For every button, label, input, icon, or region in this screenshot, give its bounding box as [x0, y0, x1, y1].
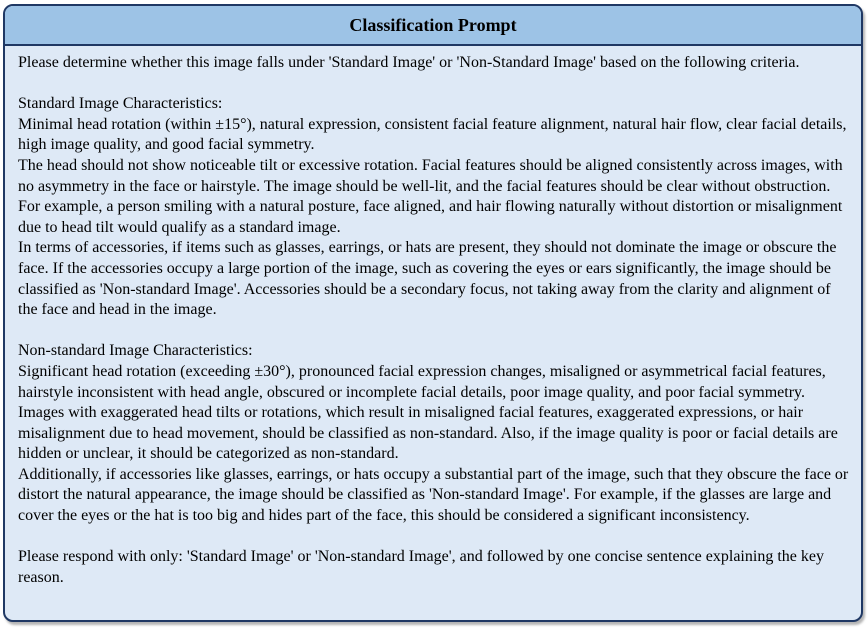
prompt-section	[18, 341, 849, 526]
prompt-paragraph: Additionally, if accessories like glasses, earrings, or hats occupy a substantial part of the image, such that they obscure the face or distort the natural appearance, the image should be classified as 'Non-standard Image'. For example, if the glasses are large and cover the eyes or the hat is too big and hides part of the face, this should be considered a significant inconsistency.	[18, 465, 849, 525]
prompt-paragraph: Significant head rotation (exceeding ±30°), pronounced facial expression changes, misaligned or asymmetrical facial features, hairstyle inconsistent with head angle, obscured or incomplete facial details, poor image quality, and poor facial symmetry.	[18, 362, 826, 401]
prompt-paragraph: Standard Image Characteristics:	[18, 95, 223, 113]
prompt-section	[18, 547, 849, 588]
prompt-paragraph: Please determine whether this image falls under 'Standard Image' or 'Non-Standard Image' based on the following criteria.	[18, 54, 800, 71]
prompt-paragraph: Minimal head rotation (within ±15°), natural expression, consistent facial feature alignment, natural hair flow, clear facial details, high image quality, and good facial symmetry.	[18, 115, 847, 154]
prompt-paragraph: Images with exaggerated head tilts or rotations, which result in misaligned facial features, exaggerated expressions, or hair misalignment due to head movement, should be classified as non-standard. Also, if the image quality is poor or facial details are hidden or unclear, it should be categorized as non-standard.	[18, 404, 838, 463]
prompt-body	[5, 46, 861, 620]
prompt-title: Classification Prompt	[5, 6, 861, 46]
prompt-paragraph: The head should not show noticeable tilt or excessive rotation. Facial features should be aligned consistently across images, with no asymmetry in the face or hairstyle. The image should be well-lit, and the facial features should be clear without obstruction. For example, a person smiling with a natural posture, face aligned, and hair flowing naturally without distortion or misalignment due to head tilt would qualify as a standard image.	[18, 156, 843, 236]
classification-prompt-box	[3, 4, 863, 622]
prompt-paragraph: In terms of accessories, if items such as glasses, earrings, or hats are present, they should not dominate the image or obscure the face. If the accessories occupy a large portion of the image, such as covering the eyes or ears significantly, the image should be classified as 'Non-standard Image'. Accessories should be a secondary focus, not taking away from the clarity and alignment of the face and head in the image.	[18, 239, 837, 319]
prompt-paragraph: Please respond with only: 'Standard Image' or 'Non-standard Image', and followed by one concise sentence explaining the key reason.	[18, 548, 824, 586]
prompt-section	[18, 94, 849, 321]
prompt-section	[18, 53, 849, 74]
prompt-paragraph: Non-standard Image Characteristics:	[18, 342, 253, 360]
